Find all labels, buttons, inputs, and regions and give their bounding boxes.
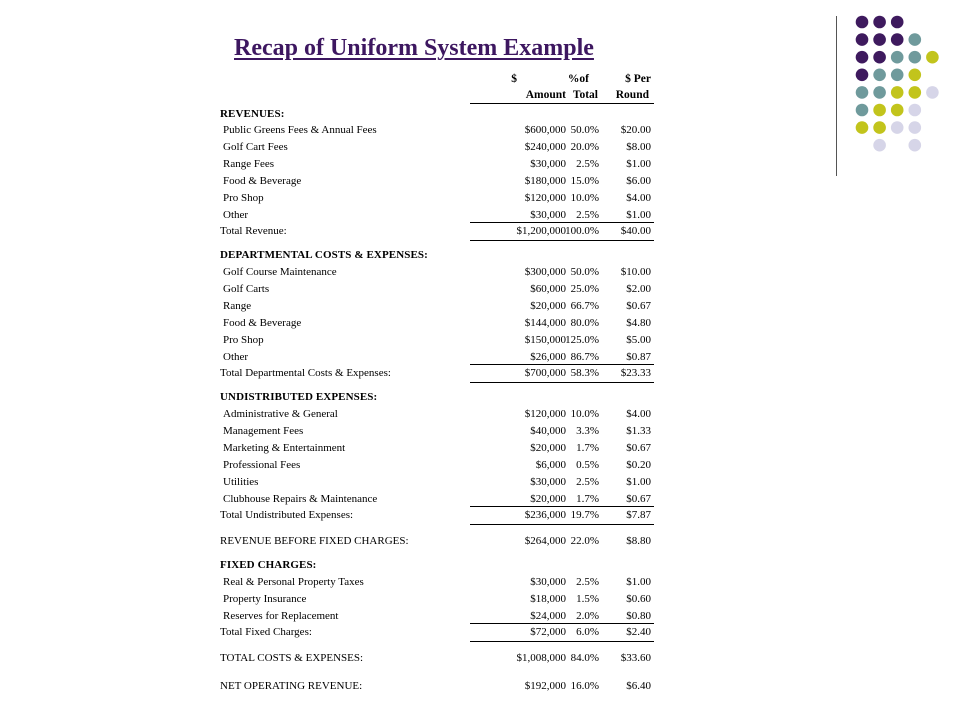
decorative-dot xyxy=(891,86,904,99)
percent-cell: 0.5% xyxy=(576,459,599,471)
subtotal-rule xyxy=(470,623,654,624)
decorative-dot xyxy=(856,86,869,99)
amount-cell: $72,000 xyxy=(530,626,566,638)
amount-cell: $236,000 xyxy=(524,509,566,521)
row-label: Other xyxy=(223,351,249,363)
row-label: UNDISTRIBUTED EXPENSES: xyxy=(220,391,378,403)
total-underline xyxy=(470,524,654,525)
per-round-cell: $8.80 xyxy=(626,535,651,547)
table-row xyxy=(0,440,960,457)
row-label: Administrative & General xyxy=(223,408,338,420)
header-underline xyxy=(470,103,654,104)
decorative-dot xyxy=(873,16,886,29)
amount-cell: $30,000 xyxy=(530,576,566,588)
table-row xyxy=(0,122,960,139)
row-label: Pro Shop xyxy=(223,192,264,204)
percent-cell: 16.0% xyxy=(570,680,599,692)
percent-cell: 15.0% xyxy=(570,175,599,187)
row-label: REVENUE BEFORE FIXED CHARGES: xyxy=(220,535,409,547)
header-round-line2: Round xyxy=(615,89,649,101)
row-label: Food & Beverage xyxy=(223,175,302,187)
table-row xyxy=(0,315,960,332)
percent-cell: 2.5% xyxy=(576,476,599,488)
table-row xyxy=(0,173,960,190)
header-amount-label xyxy=(526,88,566,103)
decorative-dot xyxy=(856,51,869,64)
total-row xyxy=(0,533,960,550)
amount-cell: $144,000 xyxy=(524,317,566,329)
section-heading xyxy=(0,247,960,264)
percent-cell: 86.7% xyxy=(570,351,599,363)
subtotal-rule xyxy=(470,222,654,223)
page-title: Recap of Uniform System Example xyxy=(234,35,594,61)
total-row xyxy=(0,678,960,695)
decorative-dot xyxy=(873,51,886,64)
header-total-line1: %of xyxy=(567,73,589,85)
per-round-cell: $33.60 xyxy=(620,652,651,664)
table-row xyxy=(0,591,960,608)
total-underline xyxy=(470,240,654,241)
table-row xyxy=(0,190,960,207)
per-round-cell: $0.67 xyxy=(626,493,651,505)
per-round-cell: $4.80 xyxy=(626,317,651,329)
percent-cell: 2.5% xyxy=(576,209,599,221)
per-round-cell: $23.33 xyxy=(620,367,651,379)
row-label: Golf Cart Fees xyxy=(223,141,288,153)
percent-cell: 10.0% xyxy=(570,408,599,420)
percent-cell: 66.7% xyxy=(570,300,599,312)
header-total-line2: Total xyxy=(572,89,598,101)
row-label: Reserves for Replacement xyxy=(223,610,339,622)
table-row xyxy=(0,264,960,281)
table-row xyxy=(0,406,960,423)
amount-cell: $20,000 xyxy=(530,442,566,454)
row-label: Professional Fees xyxy=(223,459,301,471)
amount-cell: $18,000 xyxy=(530,593,566,605)
table-row xyxy=(0,281,960,298)
decorative-dot xyxy=(856,16,869,29)
table-row xyxy=(0,139,960,156)
header-amount-line1: $ xyxy=(511,73,517,85)
row-label: Management Fees xyxy=(223,425,304,437)
header-amount-line2: Amount xyxy=(525,89,566,101)
percent-cell: 50.0% xyxy=(570,266,599,278)
per-round-cell: $5.00 xyxy=(626,334,651,346)
per-round-cell: $0.20 xyxy=(626,459,651,471)
row-label: Total Undistributed Expenses: xyxy=(220,509,354,521)
row-label: Other xyxy=(223,209,249,221)
percent-cell: 1.7% xyxy=(576,493,599,505)
section-heading xyxy=(0,106,960,123)
amount-cell: $240,000 xyxy=(524,141,566,153)
amount-cell: $30,000 xyxy=(530,476,566,488)
row-label: DEPARTMENTAL COSTS & EXPENSES: xyxy=(220,249,428,261)
row-label: Golf Course Maintenance xyxy=(223,266,337,278)
amount-cell: $30,000 xyxy=(530,209,566,221)
table-row xyxy=(0,332,960,349)
row-label: Food & Beverage xyxy=(223,317,302,329)
decorative-dot xyxy=(873,33,886,46)
percent-cell: 1.5% xyxy=(576,593,599,605)
amount-cell: $6,000 xyxy=(535,459,566,471)
amount-cell: $120,000 xyxy=(524,192,566,204)
per-round-cell: $1.00 xyxy=(626,209,651,221)
percent-cell: 3.3% xyxy=(576,425,599,437)
header-total-label xyxy=(573,88,598,103)
decorative-dot xyxy=(909,33,922,46)
per-round-cell: $6.00 xyxy=(626,175,651,187)
amount-cell: $192,000 xyxy=(524,680,566,692)
per-round-cell: $2.00 xyxy=(626,283,651,295)
amount-cell: $26,000 xyxy=(530,351,566,363)
total-underline xyxy=(470,382,654,383)
decorative-dot xyxy=(891,69,904,82)
total-row xyxy=(0,223,960,240)
amount-cell: $150,000 xyxy=(524,334,566,346)
amount-cell: $120,000 xyxy=(524,408,566,420)
per-round-cell: $0.80 xyxy=(626,610,651,622)
decorative-dot xyxy=(926,86,939,99)
table-row xyxy=(0,457,960,474)
row-label: Clubhouse Repairs & Maintenance xyxy=(223,493,378,505)
row-label: Range xyxy=(223,300,252,312)
percent-cell: 1.7% xyxy=(576,442,599,454)
decorative-dot xyxy=(891,51,904,64)
row-label: Golf Carts xyxy=(223,283,270,295)
per-round-cell: $6.40 xyxy=(626,680,651,692)
table-row xyxy=(0,574,960,591)
header-total xyxy=(568,72,589,87)
amount-cell: $700,000 xyxy=(524,367,566,379)
total-row xyxy=(0,507,960,524)
per-round-cell: $1.00 xyxy=(626,476,651,488)
table-row xyxy=(0,474,960,491)
per-round-cell: $20.00 xyxy=(620,124,651,136)
percent-cell: 84.0% xyxy=(570,652,599,664)
table-row xyxy=(0,423,960,440)
subtotal-rule xyxy=(470,364,654,365)
subtotal-rule xyxy=(470,506,654,507)
percent-cell: 58.3% xyxy=(570,367,599,379)
per-round-cell: $0.60 xyxy=(626,593,651,605)
percent-cell: 125.0% xyxy=(565,334,599,346)
percent-cell: 80.0% xyxy=(570,317,599,329)
amount-cell: $30,000 xyxy=(530,158,566,170)
amount-cell: $24,000 xyxy=(530,610,566,622)
row-label: NET OPERATING REVENUE: xyxy=(220,680,363,692)
per-round-cell: $10.00 xyxy=(620,266,651,278)
per-round-cell: $0.67 xyxy=(626,300,651,312)
percent-cell: 20.0% xyxy=(570,141,599,153)
decorative-dot xyxy=(909,51,922,64)
percent-cell: 6.0% xyxy=(576,626,599,638)
row-label: Total Fixed Charges: xyxy=(220,626,312,638)
table-row xyxy=(0,156,960,173)
per-round-cell: $4.00 xyxy=(626,192,651,204)
decorative-dot xyxy=(873,69,886,82)
per-round-cell: $0.87 xyxy=(626,351,651,363)
decorative-dot xyxy=(891,33,904,46)
section-heading xyxy=(0,389,960,406)
amount-cell: $20,000 xyxy=(530,493,566,505)
amount-cell: $180,000 xyxy=(524,175,566,187)
amount-cell: $20,000 xyxy=(530,300,566,312)
row-label: Property Insurance xyxy=(223,593,307,605)
header-amount xyxy=(511,72,517,87)
amount-cell: $40,000 xyxy=(530,425,566,437)
row-label: Total Revenue: xyxy=(220,225,287,237)
percent-cell: 22.0% xyxy=(570,535,599,547)
per-round-cell: $1.00 xyxy=(626,158,651,170)
decorative-dot xyxy=(891,16,904,29)
per-round-cell: $7.87 xyxy=(626,509,651,521)
decorative-dot xyxy=(856,69,869,82)
row-label: Total Departmental Costs & Expenses: xyxy=(220,367,391,379)
section-heading xyxy=(0,557,960,574)
decorative-dot xyxy=(909,86,922,99)
header-round-line1: $ Per xyxy=(625,73,651,85)
per-round-cell: $2.40 xyxy=(626,626,651,638)
amount-cell: $60,000 xyxy=(530,283,566,295)
percent-cell: 50.0% xyxy=(570,124,599,136)
row-label: Range Fees xyxy=(223,158,275,170)
total-row xyxy=(0,650,960,667)
percent-cell: 19.7% xyxy=(570,509,599,521)
table-row xyxy=(0,298,960,315)
amount-cell: $1,008,000 xyxy=(516,652,566,664)
total-row xyxy=(0,365,960,382)
per-round-cell: $1.33 xyxy=(626,425,651,437)
per-round-cell: $0.67 xyxy=(626,442,651,454)
per-round-cell: $4.00 xyxy=(626,408,651,420)
percent-cell: 2.5% xyxy=(576,158,599,170)
row-label: Utilities xyxy=(223,476,259,488)
total-underline xyxy=(470,641,654,642)
per-round-cell: $8.00 xyxy=(626,141,651,153)
row-label: Public Greens Fees & Annual Fees xyxy=(223,124,377,136)
per-round-cell: $40.00 xyxy=(620,225,651,237)
total-row xyxy=(0,624,960,641)
percent-cell: 2.5% xyxy=(576,576,599,588)
amount-cell: $1,200,000 xyxy=(516,225,566,237)
row-label: Marketing & Entertainment xyxy=(223,442,346,454)
row-label: Real & Personal Property Taxes xyxy=(223,576,364,588)
decorative-dot xyxy=(856,33,869,46)
header-round xyxy=(625,72,651,87)
row-label: TOTAL COSTS & EXPENSES: xyxy=(220,652,364,664)
header-round-label xyxy=(616,88,649,103)
amount-cell: $300,000 xyxy=(524,266,566,278)
percent-cell: 100.0% xyxy=(565,225,599,237)
percent-cell: 10.0% xyxy=(570,192,599,204)
decorative-dot xyxy=(873,86,886,99)
percent-cell: 2.0% xyxy=(576,610,599,622)
per-round-cell: $1.00 xyxy=(626,576,651,588)
amount-cell: $264,000 xyxy=(524,535,566,547)
percent-cell: 25.0% xyxy=(570,283,599,295)
amount-cell: $600,000 xyxy=(524,124,566,136)
row-label: FIXED CHARGES: xyxy=(220,559,317,571)
decorative-dot xyxy=(909,69,922,82)
row-label: Pro Shop xyxy=(223,334,264,346)
row-label: REVENUES: xyxy=(220,108,285,120)
decorative-dot xyxy=(926,51,939,64)
